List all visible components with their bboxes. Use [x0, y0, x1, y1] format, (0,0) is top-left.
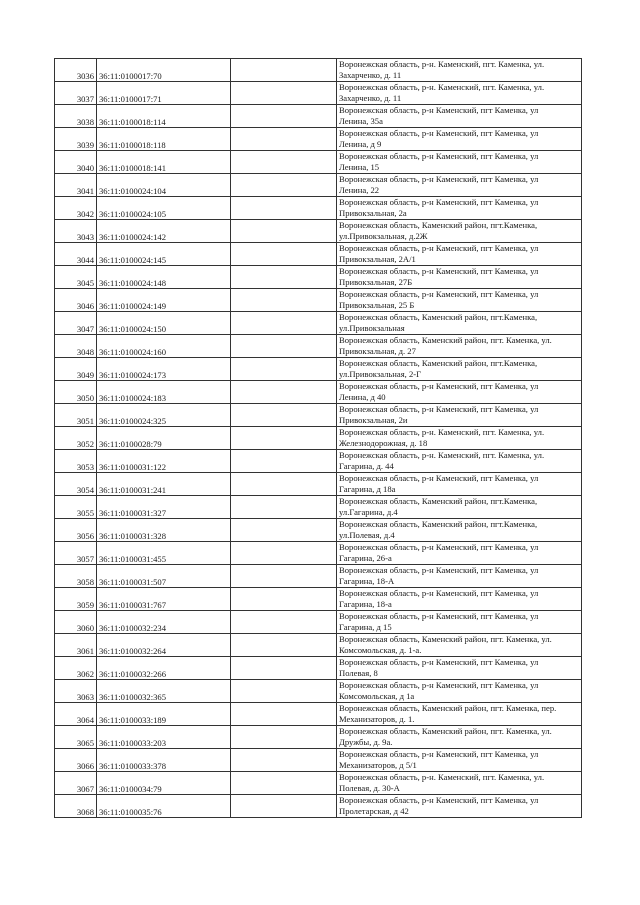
empty-cell	[231, 381, 337, 404]
empty-cell	[231, 128, 337, 151]
row-number-cell: 3039	[55, 128, 97, 151]
row-number-cell: 3043	[55, 220, 97, 243]
table-row	[55, 197, 582, 220]
cadastral-number-cell: 36:11:0100024:149	[97, 289, 231, 312]
empty-cell	[231, 197, 337, 220]
row-number-cell: 3062	[55, 657, 97, 680]
table-row	[55, 59, 582, 82]
row-number-cell: 3066	[55, 749, 97, 772]
empty-cell	[231, 427, 337, 450]
row-number-cell: 3045	[55, 266, 97, 289]
table-row	[55, 749, 582, 772]
row-number-cell: 3042	[55, 197, 97, 220]
cadastral-number-cell: 36:11:0100031:507	[97, 565, 231, 588]
cadastral-number-cell: 36:11:0100017:71	[97, 82, 231, 105]
cadastral-number-cell: 36:11:0100024:150	[97, 312, 231, 335]
row-number-cell: 3054	[55, 473, 97, 496]
empty-cell	[231, 335, 337, 358]
empty-cell	[231, 726, 337, 749]
address-cell: Воронежская область, Каменский район, пгт.Каменка, ул.Привокзальная, 2-Г	[337, 358, 582, 381]
table-row	[55, 519, 582, 542]
row-number-cell: 3063	[55, 680, 97, 703]
cadastral-number-cell: 36:11:0100024:325	[97, 404, 231, 427]
cadastral-number-cell: 36:11:0100018:141	[97, 151, 231, 174]
address-cell: Воронежская область, Каменский район, пгт.Каменка, ул.Привокзальная	[337, 312, 582, 335]
empty-cell	[231, 450, 337, 473]
empty-cell	[231, 680, 337, 703]
cadastral-number-cell: 36:11:0100018:114	[97, 105, 231, 128]
address-cell: Воронежская область, р-н Каменский, пгт Каменка, ул Привокзальная, 2и	[337, 404, 582, 427]
table-row	[55, 680, 582, 703]
address-cell: Воронежская область, р-н Каменский, пгт Каменка, ул Полевая, 8	[337, 657, 582, 680]
cadastral-number-cell: 36:11:0100032:365	[97, 680, 231, 703]
empty-cell	[231, 749, 337, 772]
table-row	[55, 404, 582, 427]
cadastral-number-cell: 36:11:0100031:455	[97, 542, 231, 565]
cadastral-number-cell: 36:11:0100031:327	[97, 496, 231, 519]
empty-cell	[231, 59, 337, 82]
address-cell: Воронежская область, р-н Каменский, пгт Каменка, ул Гагарина, 26-а	[337, 542, 582, 565]
address-cell: Воронежская область, р-н Каменский, пгт Каменка, ул Гагарина, 18-А	[337, 565, 582, 588]
empty-cell	[231, 703, 337, 726]
empty-cell	[231, 174, 337, 197]
cadastral-number-cell: 36:11:0100028:79	[97, 427, 231, 450]
empty-cell	[231, 243, 337, 266]
empty-cell	[231, 151, 337, 174]
row-number-cell: 3068	[55, 795, 97, 818]
table-row	[55, 174, 582, 197]
row-number-cell: 3049	[55, 358, 97, 381]
address-cell: Воронежская область, р-н Каменский, пгт Каменка, ул Привокзальная, 2А/1	[337, 243, 582, 266]
row-number-cell: 3057	[55, 542, 97, 565]
address-cell: Воронежская область, р-н Каменский, пгт Каменка, ул Ленина, 22	[337, 174, 582, 197]
row-number-cell: 3047	[55, 312, 97, 335]
address-cell: Воронежская область, р-н Каменский, пгт Каменка, ул Механизаторов, д 5/1	[337, 749, 582, 772]
address-cell: Воронежская область, Каменский район, пгт. Каменка, ул. Привокзальная, д. 27	[337, 335, 582, 358]
address-cell: Воронежская область, Каменский район, пгт. Каменка, пер. Механизаторов, д. 1.	[337, 703, 582, 726]
table-row	[55, 243, 582, 266]
cadastral-number-cell: 36:11:0100031:241	[97, 473, 231, 496]
row-number-cell: 3059	[55, 588, 97, 611]
address-cell: Воронежская область, р-н Каменский, пгт Каменка, ул Гагарина, д 18а	[337, 473, 582, 496]
table-row	[55, 703, 582, 726]
empty-cell	[231, 266, 337, 289]
row-number-cell: 3052	[55, 427, 97, 450]
table-row	[55, 381, 582, 404]
address-cell: Воронежская область, р-н Каменский, пгт Каменка, ул Ленина, 15	[337, 151, 582, 174]
table-row	[55, 82, 582, 105]
table-row	[55, 657, 582, 680]
table-row	[55, 450, 582, 473]
table-row	[55, 565, 582, 588]
table-row	[55, 611, 582, 634]
row-number-cell: 3056	[55, 519, 97, 542]
address-cell: Воронежская область, р-н Каменский, пгт Каменка, ул Пролетарская, д 42	[337, 795, 582, 818]
address-cell: Воронежская область, р-н. Каменский, пгт. Каменка, ул. Железнодорожная, д. 18	[337, 427, 582, 450]
cadastral-number-cell: 36:11:0100024:160	[97, 335, 231, 358]
empty-cell	[231, 542, 337, 565]
table-row	[55, 335, 582, 358]
row-number-cell: 3040	[55, 151, 97, 174]
row-number-cell: 3065	[55, 726, 97, 749]
cadastral-number-cell: 36:11:0100034:79	[97, 772, 231, 795]
cadastral-number-cell: 36:11:0100033:189	[97, 703, 231, 726]
address-cell: Воронежская область, р-н. Каменский, пгт. Каменка, ул. Захарченко, д. 11	[337, 59, 582, 82]
cadastral-number-cell: 36:11:0100024:104	[97, 174, 231, 197]
address-cell: Воронежская область, р-н. Каменский, пгт. Каменка, ул. Полевая, д. 30-А	[337, 772, 582, 795]
row-number-cell: 3036	[55, 59, 97, 82]
table-row	[55, 427, 582, 450]
row-number-cell: 3051	[55, 404, 97, 427]
row-number-cell: 3038	[55, 105, 97, 128]
address-cell: Воронежская область, р-н Каменский, пгт Каменка, ул Ленина, д 40	[337, 381, 582, 404]
row-number-cell: 3050	[55, 381, 97, 404]
address-cell: Воронежская область, Каменский район, пгт. Каменка, ул. Дружбы, д. 9а.	[337, 726, 582, 749]
empty-cell	[231, 772, 337, 795]
cadastral-number-cell: 36:11:0100031:328	[97, 519, 231, 542]
cadastral-number-cell: 36:11:0100024:145	[97, 243, 231, 266]
row-number-cell: 3053	[55, 450, 97, 473]
cadastral-number-cell: 36:11:0100032:264	[97, 634, 231, 657]
cadastral-number-cell: 36:11:0100031:122	[97, 450, 231, 473]
empty-cell	[231, 105, 337, 128]
table-row	[55, 151, 582, 174]
empty-cell	[231, 634, 337, 657]
table-row	[55, 358, 582, 381]
cadastral-number-cell: 36:11:0100033:378	[97, 749, 231, 772]
table-row	[55, 312, 582, 335]
cadastral-number-cell: 36:11:0100035:76	[97, 795, 231, 818]
table-row	[55, 542, 582, 565]
empty-cell	[231, 473, 337, 496]
table-row	[55, 128, 582, 151]
empty-cell	[231, 312, 337, 335]
empty-cell	[231, 404, 337, 427]
address-cell: Воронежская область, р-н Каменский, пгт Каменка, ул Ленина, 35а	[337, 105, 582, 128]
empty-cell	[231, 358, 337, 381]
address-cell: Воронежская область, р-н Каменский, пгт Каменка, ул Гагарина, 18-а	[337, 588, 582, 611]
address-cell: Воронежская область, р-н. Каменский, пгт. Каменка, ул. Гагарина, д. 44	[337, 450, 582, 473]
empty-cell	[231, 588, 337, 611]
empty-cell	[231, 565, 337, 588]
cadastral-number-cell: 36:11:0100031:767	[97, 588, 231, 611]
empty-cell	[231, 82, 337, 105]
address-cell: Воронежская область, р-н. Каменский, пгт. Каменка, ул. Захарченко, д. 11	[337, 82, 582, 105]
address-cell: Воронежская область, р-н Каменский, пгт Каменка, ул Комсомольская, д 1а	[337, 680, 582, 703]
table-row	[55, 588, 582, 611]
property-registry-table	[54, 58, 582, 818]
empty-cell	[231, 611, 337, 634]
address-cell: Воронежская область, р-н Каменский, пгт Каменка, ул Ленина, д 9	[337, 128, 582, 151]
row-number-cell: 3055	[55, 496, 97, 519]
row-number-cell: 3044	[55, 243, 97, 266]
registry-body	[55, 59, 582, 818]
table-row	[55, 726, 582, 749]
table-row	[55, 105, 582, 128]
table-row	[55, 266, 582, 289]
table-row	[55, 634, 582, 657]
empty-cell	[231, 657, 337, 680]
table-row	[55, 289, 582, 312]
empty-cell	[231, 795, 337, 818]
row-number-cell: 3064	[55, 703, 97, 726]
address-cell: Воронежская область, р-н Каменский, пгт Каменка, ул Привокзальная, 2а	[337, 197, 582, 220]
address-cell: Воронежская область, Каменский район, пгт. Каменка, ул. Комсомольская, д. 1-а.	[337, 634, 582, 657]
cadastral-number-cell: 36:11:0100024:142	[97, 220, 231, 243]
address-cell: Воронежская область, р-н Каменский, пгт Каменка, ул Гагарина, д 15	[337, 611, 582, 634]
address-cell: Воронежская область, р-н Каменский, пгт Каменка, ул Привокзальная, 25 Б	[337, 289, 582, 312]
cadastral-number-cell: 36:11:0100024:148	[97, 266, 231, 289]
cadastral-number-cell: 36:11:0100018:118	[97, 128, 231, 151]
table-row	[55, 772, 582, 795]
address-cell: Воронежская область, Каменский район, пгт.Каменка, ул.Привокзальная, д.2Ж	[337, 220, 582, 243]
cadastral-number-cell: 36:11:0100024:183	[97, 381, 231, 404]
address-cell: Воронежская область, Каменский район, пгт.Каменка, ул.Полевая, д.4	[337, 519, 582, 542]
cadastral-number-cell: 36:11:0100024:173	[97, 358, 231, 381]
empty-cell	[231, 496, 337, 519]
table-row	[55, 795, 582, 818]
cadastral-number-cell: 36:11:0100033:203	[97, 726, 231, 749]
cadastral-number-cell: 36:11:0100024:105	[97, 197, 231, 220]
empty-cell	[231, 220, 337, 243]
address-cell: Воронежская область, Каменский район, пгт.Каменка, ул.Гагарина, д.4	[337, 496, 582, 519]
row-number-cell: 3037	[55, 82, 97, 105]
row-number-cell: 3048	[55, 335, 97, 358]
row-number-cell: 3061	[55, 634, 97, 657]
cadastral-number-cell: 36:11:0100017:70	[97, 59, 231, 82]
table-row	[55, 220, 582, 243]
table-row	[55, 473, 582, 496]
row-number-cell: 3067	[55, 772, 97, 795]
empty-cell	[231, 519, 337, 542]
row-number-cell: 3046	[55, 289, 97, 312]
row-number-cell: 3060	[55, 611, 97, 634]
address-cell: Воронежская область, р-н Каменский, пгт Каменка, ул Привокзальная, 27Б	[337, 266, 582, 289]
row-number-cell: 3058	[55, 565, 97, 588]
empty-cell	[231, 289, 337, 312]
row-number-cell: 3041	[55, 174, 97, 197]
table-row	[55, 496, 582, 519]
cadastral-number-cell: 36:11:0100032:266	[97, 657, 231, 680]
cadastral-number-cell: 36:11:0100032:234	[97, 611, 231, 634]
